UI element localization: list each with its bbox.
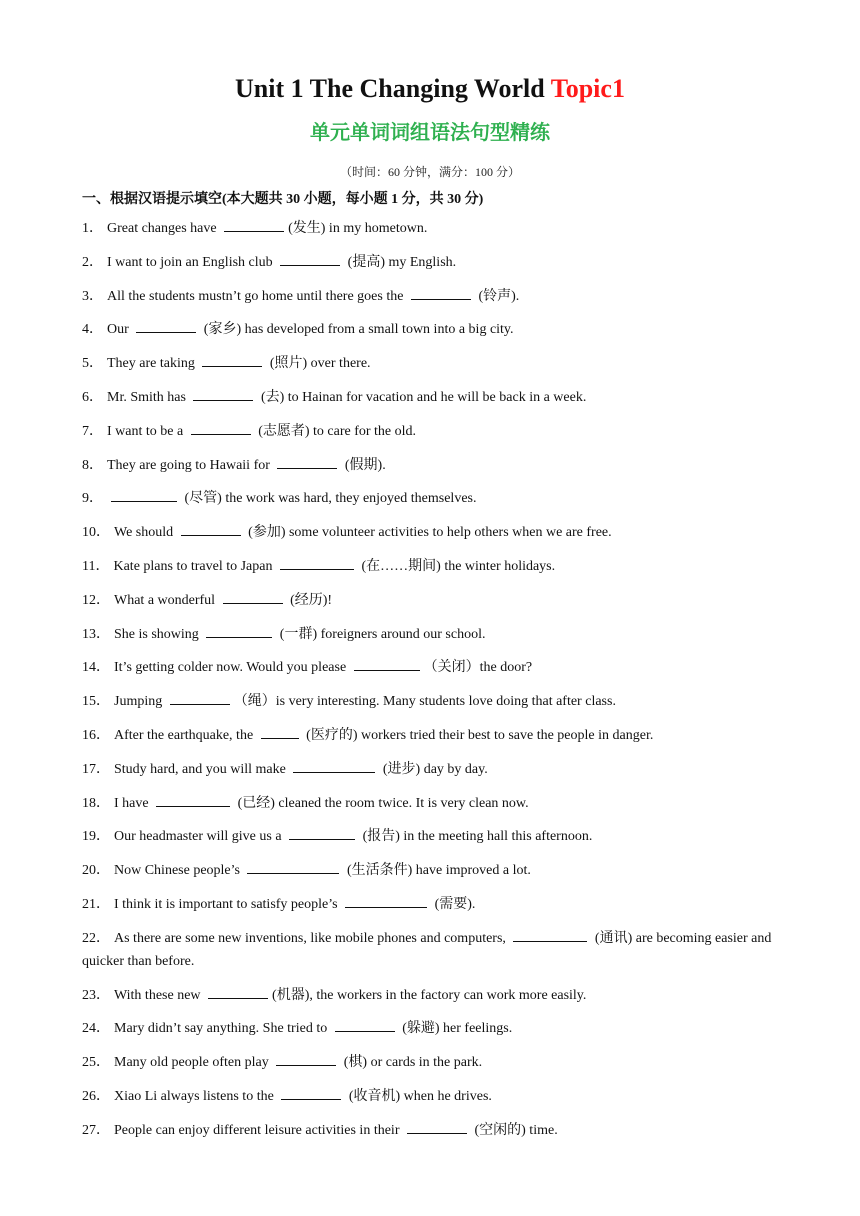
question-hint: (进步) day by day. (379, 761, 488, 777)
question-hint: (经历)! (286, 592, 333, 608)
question-text: After the earthquake, the (114, 727, 257, 743)
question-text: Study hard, and you will make (114, 761, 290, 777)
exam-meta: （时间：60 分钟，满分：100 分） (339, 165, 520, 179)
question-number: 20． (82, 863, 110, 879)
question-number: 26． (82, 1088, 110, 1104)
answer-blank[interactable] (411, 285, 471, 300)
question-item (82, 758, 772, 781)
question-text: She is showing (114, 626, 203, 642)
question-text: They are going to Hawaii for (107, 457, 274, 473)
question-text: What a wonderful (114, 592, 219, 608)
title-main: Unit 1 The Changing World (235, 74, 551, 103)
question-item (82, 825, 772, 848)
question-item (82, 420, 772, 443)
question-item (82, 589, 772, 612)
question-text: It’s getting colder now. Would you please (114, 660, 350, 676)
answer-blank[interactable] (191, 420, 251, 435)
question-number: 16． (82, 727, 110, 743)
question-number: 15． (82, 694, 110, 710)
question-number: 8． (82, 457, 103, 473)
question-list (82, 217, 772, 1153)
question-text: Great changes have (107, 221, 221, 236)
question-text: All the students mustn’t go home until there goes the (107, 288, 407, 304)
answer-blank[interactable] (281, 1085, 341, 1100)
question-hint: (躲避) her feelings. (398, 1021, 513, 1037)
question-text: As there are some new inventions, like mobile phones and computers, (114, 930, 510, 946)
answer-blank[interactable] (261, 724, 299, 739)
answer-blank[interactable] (293, 758, 375, 773)
question-hint: (假期). (341, 457, 386, 473)
question-item (82, 656, 772, 679)
answer-blank[interactable] (136, 318, 196, 333)
question-number: 9． (82, 491, 103, 507)
question-number: 3． (82, 288, 103, 304)
question-number: 19． (82, 829, 110, 845)
answer-blank[interactable] (156, 792, 230, 807)
question-number: 4． (82, 322, 103, 338)
question-item (82, 521, 772, 544)
question-number: 14． (82, 660, 110, 676)
question-number: 23． (82, 987, 110, 1003)
question-text: People can enjoy different leisure activities in their (114, 1122, 403, 1138)
answer-blank[interactable] (224, 217, 284, 232)
answer-blank[interactable] (208, 984, 268, 999)
answer-blank[interactable] (193, 386, 253, 401)
question-hint: (收音机) when he drives. (345, 1088, 492, 1104)
answer-blank[interactable] (407, 1119, 467, 1134)
answer-blank[interactable] (170, 690, 230, 705)
question-number: 27． (82, 1122, 110, 1138)
answer-blank[interactable] (354, 656, 420, 671)
question-hint: (通讯) are becoming easier and quicker than before. (82, 930, 772, 969)
question-item (82, 859, 772, 882)
answer-blank[interactable] (247, 859, 339, 874)
question-hint: (参加) some volunteer activities to help others when we are free. (244, 525, 612, 541)
answer-blank[interactable] (513, 927, 587, 942)
question-hint: (照片) over there. (266, 356, 371, 372)
answer-blank[interactable] (181, 521, 241, 536)
answer-blank[interactable] (206, 623, 272, 638)
question-hint: (家乡) has developed from a small town into a big city. (200, 322, 514, 338)
page-subtitle: 单元单词词组语法句型精练 (310, 122, 550, 144)
question-item (82, 724, 772, 747)
question-hint: （关闭）the door? (423, 660, 533, 676)
question-hint: (棋) or cards in the park. (340, 1055, 483, 1071)
question-text: Now Chinese people’s (114, 863, 244, 879)
question-item (82, 1085, 772, 1108)
question-item (82, 352, 772, 375)
question-text: Our (107, 322, 133, 338)
question-number: 10． (82, 525, 110, 541)
answer-blank[interactable] (223, 589, 283, 604)
question-text: With these new (114, 987, 205, 1003)
page-title (0, 72, 860, 106)
question-item (82, 690, 772, 713)
question-number: 13． (82, 626, 110, 642)
question-number: 24． (82, 1021, 110, 1037)
question-text: Our headmaster will give us a (114, 829, 286, 845)
question-hint: (发生) in my hometown. (288, 221, 428, 236)
question-number: 17． (82, 761, 110, 777)
question-item (82, 318, 772, 341)
question-item (82, 1119, 772, 1142)
question-text: Mr. Smith has (107, 389, 190, 405)
question-number: 21． (82, 896, 110, 912)
question-item (82, 927, 772, 973)
question-text: Kate plans to travel to Japan (113, 558, 276, 574)
question-item (82, 893, 772, 916)
question-number: 7． (82, 423, 103, 439)
question-hint: (生活条件) have improved a lot. (343, 863, 531, 879)
answer-blank[interactable] (276, 1051, 336, 1066)
question-text: They are taking (107, 356, 199, 372)
question-number: 18． (82, 795, 110, 811)
question-hint: (机器), the workers in the factory can work more easily. (272, 987, 587, 1003)
question-number: 2． (82, 254, 103, 270)
question-hint: (铃声). (474, 288, 520, 304)
question-hint: (提高) my English. (344, 254, 457, 270)
question-number: 1． (82, 221, 103, 236)
answer-blank[interactable] (345, 893, 427, 908)
answer-blank[interactable] (280, 555, 354, 570)
question-text: I think it is important to satisfy people’s (114, 896, 342, 912)
question-text: Many old people often play (114, 1055, 273, 1071)
answer-blank[interactable] (335, 1017, 395, 1032)
question-number: 12． (82, 592, 110, 608)
question-item (82, 1017, 772, 1040)
question-text: I want to join an English club (107, 254, 277, 270)
question-hint: (需要). (431, 896, 476, 912)
title-accent: Topic1 (550, 74, 625, 103)
question-hint: (报告) in the meeting hall this afternoon. (359, 829, 593, 845)
question-item (82, 285, 772, 308)
question-hint: (一群) foreigners around our school. (276, 626, 486, 642)
question-hint: (去) to Hainan for vacation and he will be back in a week. (257, 389, 587, 405)
question-text: I want to be a (107, 423, 187, 439)
question-text: Mary didn’t say anything. She tried to (114, 1021, 331, 1037)
question-hint: (空闲的) time. (470, 1122, 558, 1138)
question-hint: (医疗的) workers tried their best to save the people in danger. (302, 727, 654, 743)
section-heading: 一、根据汉语提示填空(本大题共 30 小题，每小题 1 分，共 30 分) (82, 192, 484, 207)
question-item (82, 1051, 772, 1074)
question-item (82, 623, 772, 646)
question-number: 11． (82, 558, 110, 574)
question-number: 25． (82, 1055, 110, 1071)
question-item (82, 487, 772, 510)
question-item (82, 454, 772, 477)
question-hint: (已经) cleaned the room twice. It is very clean now. (234, 795, 529, 811)
question-hint: （绳）is very interesting. Many students love doing that after class. (233, 694, 616, 710)
question-hint: (在……期间) the winter holidays. (358, 558, 556, 574)
question-text: Xiao Li always listens to the (114, 1088, 278, 1104)
question-text: Jumping (114, 694, 166, 710)
answer-blank[interactable] (111, 487, 177, 502)
question-item (82, 217, 772, 240)
question-number: 22． (82, 930, 110, 946)
question-item (82, 386, 772, 409)
question-item (82, 792, 772, 815)
question-item (82, 555, 772, 578)
question-item (82, 984, 772, 1007)
answer-blank[interactable] (202, 352, 262, 367)
question-number: 6． (82, 389, 103, 405)
question-text: We should (114, 525, 177, 541)
answer-blank[interactable] (289, 825, 355, 840)
answer-blank[interactable] (277, 454, 337, 469)
question-text: I have (114, 795, 153, 811)
answer-blank[interactable] (280, 251, 340, 266)
question-item (82, 251, 772, 274)
question-number: 5． (82, 356, 103, 372)
question-hint: (志愿者) to care for the old. (254, 423, 417, 439)
question-hint: (尽管) the work was hard, they enjoyed themselves. (181, 491, 477, 507)
